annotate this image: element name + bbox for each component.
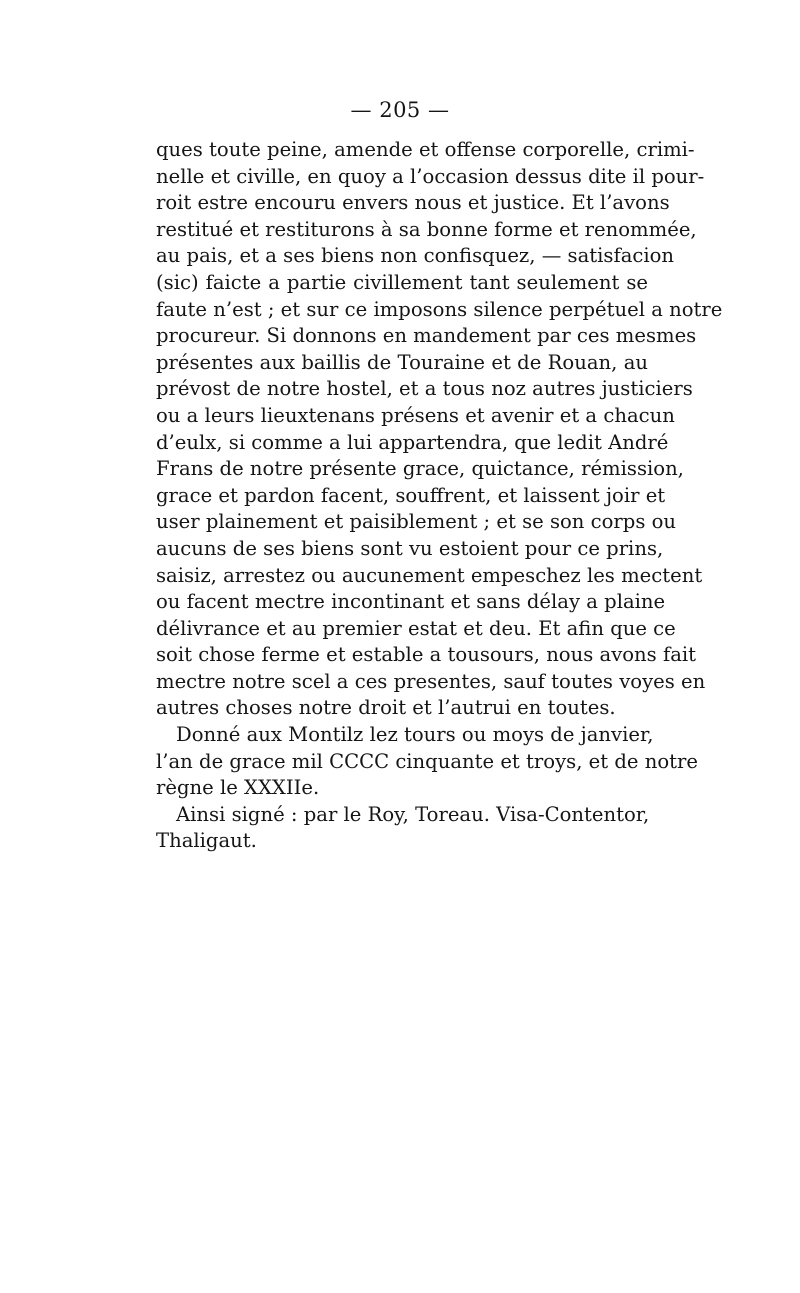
text-line: présentes aux baillis de Touraine et de Rouan, au <box>156 350 648 374</box>
text-line: Donné aux Montilz lez tours ou moys de janvier, <box>176 723 654 747</box>
text-line: prévost de notre hostel, et a tous noz autres justiciers <box>156 377 693 401</box>
text-line: délivrance et au premier estat et deu. Et afin que ce <box>156 616 676 640</box>
text-line: nelle et civille, en quoy a l’occasion dessus dite il pour- <box>156 164 705 188</box>
text-line: règne le XXXIIe. <box>156 776 320 800</box>
text-line: ou a leurs lieuxtenans présens et avenir et a chacun <box>156 403 675 427</box>
text-line: Frans de notre présente grace, quictance, rémission, <box>156 457 684 481</box>
text-line: roit estre encouru envers nous et justice. Et l’avons <box>156 191 670 215</box>
text-line: au pais, et a ses biens non confisquez, — satisfacion <box>156 244 675 268</box>
page-number: — 205 — <box>350 98 450 122</box>
text-line: grace et pardon facent, souffrent, et laissent joir et <box>156 483 666 507</box>
text-line: aucuns de ses biens sont vu estoient pour ce prins, <box>156 536 664 560</box>
body-text <box>156 137 723 855</box>
text-line: procureur. Si donnons en mandement par ces mesmes <box>156 324 697 348</box>
text-line: user plainement et paisiblement ; et se son corps ou <box>156 510 677 534</box>
text-line: Ainsi signé : par le Roy, Toreau. Visa-Contentor, <box>176 802 650 826</box>
text-line: restitué et restiturons à sa bonne forme et renommée, <box>156 217 697 241</box>
text-line: d’eulx, si comme a lui appartendra, que ledit André <box>156 430 669 454</box>
text-line: faute n’est ; et sur ce imposons silence perpétuel a notre <box>156 297 723 321</box>
text-line: autres choses notre droit et l’autrui en toutes. <box>156 696 616 720</box>
text-line: mectre notre scel a ces presentes, sauf toutes voyes en <box>156 669 706 693</box>
text-line: ou facent mectre incontinant et sans délay a plaine <box>156 590 666 614</box>
text-line: saisiz, arrestez ou aucunement empeschez les mectent <box>156 563 703 587</box>
text-line: (sic) faicte a partie civillement tant seulement se <box>156 270 648 294</box>
text-line: Thaligaut. <box>156 829 257 853</box>
text-line: l’an de grace mil CCCC cinquante et troys, et de notre <box>156 749 698 773</box>
text-line: ques toute peine, amende et offense corporelle, crimi- <box>156 138 695 161</box>
text-line: soit chose ferme et estable a tousours, nous avons fait <box>156 643 697 667</box>
